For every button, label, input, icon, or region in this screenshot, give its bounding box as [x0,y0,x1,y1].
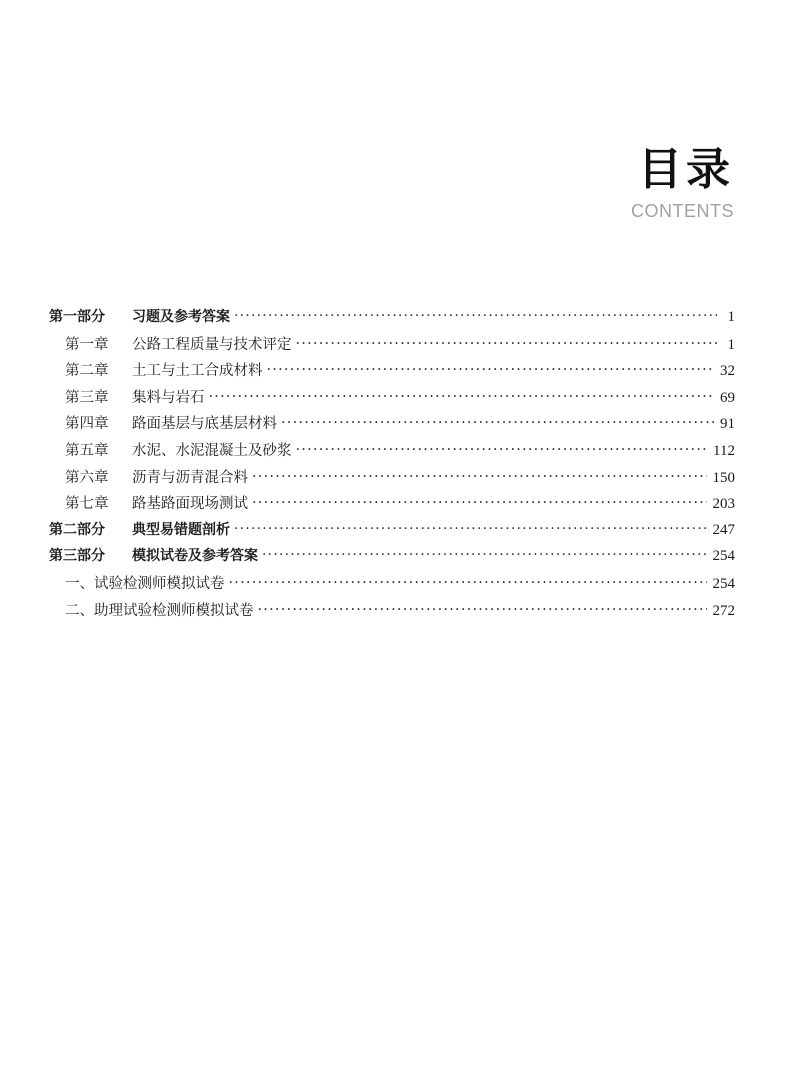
toc-entry-label [65,466,248,487]
toc-entry-number: 第三章 [65,389,109,406]
toc-entry-label [65,359,263,380]
toc-page-number: 91 [720,416,735,433]
page-subtitle: CONTENTS [631,201,734,221]
toc-entry-title: 沥青与沥青混合料 [132,469,248,486]
toc-entry-label [49,519,230,539]
toc-entry-label [65,333,292,354]
toc-entry-number: 第七章 [65,496,109,513]
toc-entry-number: 第一部分 [49,309,105,325]
toc-entry-chap[interactable] [49,359,735,386]
toc-page-number: 272 [712,602,735,619]
toc-page-number: 150 [712,469,735,486]
toc-entry-number: 第二部分 [49,521,105,538]
toc-page-number: 254 [712,575,735,592]
toc-entry-title: 水泥、水泥混凝土及砂浆 [132,442,292,459]
toc-dot-leader [229,575,707,591]
toc-page-number: 203 [712,496,735,513]
toc-dot-leader [234,521,707,537]
toc-entry-chap[interactable] [49,412,735,439]
toc-page-number: 112 [713,442,735,459]
toc-page-number: 254 [712,548,735,565]
toc-entry-label [49,306,230,326]
toc-entry-title: 习题及参考答案 [132,309,230,325]
toc-entry-title: 一、试验检测师模拟试卷 [65,575,225,592]
toc-entry-number: 第三部分 [49,548,105,565]
title-block [631,140,734,222]
toc-dot-leader [234,308,717,324]
toc-entry-chap[interactable] [49,386,735,413]
toc-dot-leader [262,547,707,563]
page-title: 目录 [638,144,734,195]
toc-entry-label [65,386,205,407]
toc-page-number: 1 [727,336,735,353]
toc-entry-label [65,492,248,513]
toc-page-number: 32 [720,363,735,380]
toc-entry-label [65,412,277,433]
toc-dot-leader [296,336,718,352]
toc-dot-leader [252,495,707,511]
toc-dot-leader [296,442,708,458]
toc-dot-leader [267,362,715,378]
toc-entry-part[interactable] [49,545,735,572]
toc-entry-part[interactable] [49,306,735,333]
toc-page-number: 1 [727,309,735,325]
toc-entry-label [65,439,292,460]
toc-entry-part[interactable] [49,519,735,546]
toc-dot-leader [281,415,714,431]
toc-page-number: 69 [720,389,735,406]
toc-entry-label [65,599,254,620]
toc-entry-number: 第五章 [65,442,109,459]
toc-entry-label [65,572,225,593]
toc-entry-sub[interactable] [49,572,735,599]
toc-entry-number: 第一章 [65,336,109,353]
toc-entry-title: 土工与土工合成材料 [132,363,263,380]
toc-entry-number: 第二章 [65,363,109,380]
toc-entry-sub[interactable] [49,599,735,626]
toc-entry-number: 第四章 [65,416,109,433]
toc-entry-title: 路面基层与底基层材料 [132,416,277,433]
toc-entry-label [49,545,258,565]
toc-dot-leader [258,602,707,618]
toc-entry-chap[interactable] [49,333,735,360]
toc-entry-chap[interactable] [49,492,735,519]
toc-entry-title: 集料与岩石 [132,389,205,406]
toc-page-number: 247 [712,521,735,538]
toc-dot-leader [209,389,715,405]
toc-entry-title: 典型易错题剖析 [132,521,230,538]
toc-entry-chap[interactable] [49,439,735,466]
toc-entry-number: 第六章 [65,469,109,486]
toc-entry-title: 公路工程质量与技术评定 [132,336,292,353]
toc-entry-title: 路基路面现场测试 [132,496,248,513]
toc-dot-leader [252,469,707,485]
toc-entry-title: 二、助理试验检测师模拟试卷 [65,602,254,619]
table-of-contents [49,306,735,625]
toc-entry-chap[interactable] [49,466,735,493]
toc-entry-title: 模拟试卷及参考答案 [132,548,258,565]
